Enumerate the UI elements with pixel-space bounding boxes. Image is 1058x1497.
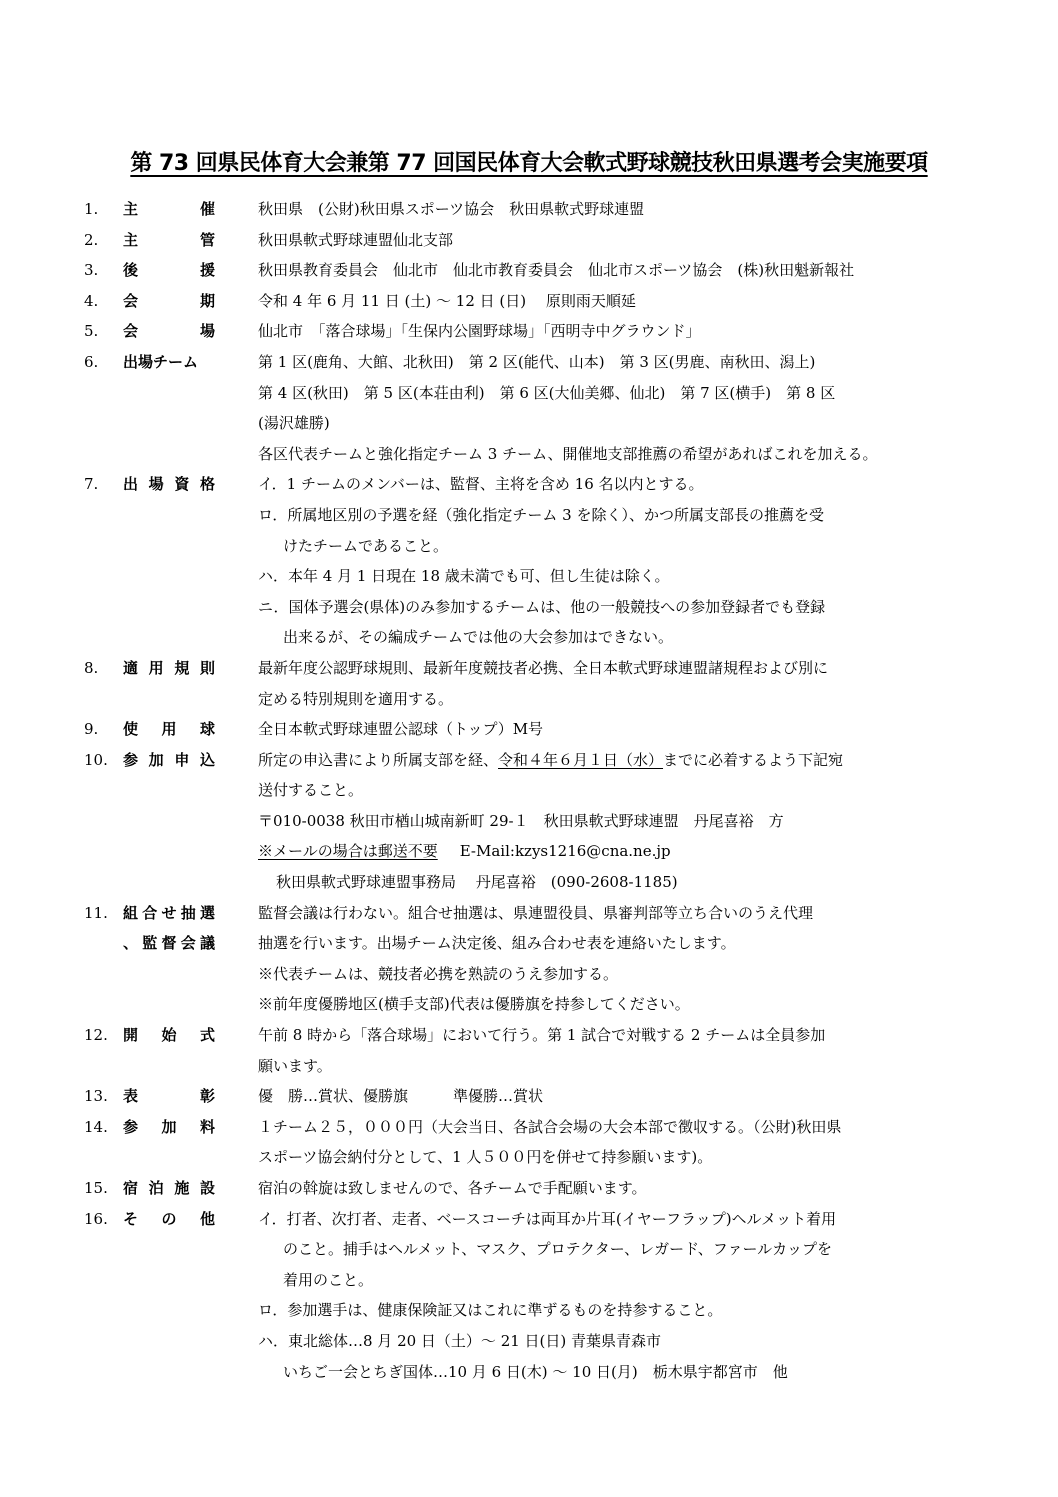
item-text-line: 各区代表チームと強化指定チーム 3 チーム、開催地支部推薦の希望があればこれを加える。 bbox=[258, 444, 878, 463]
item-text-line: 秋田県軟式野球連盟仙北支部 bbox=[258, 230, 454, 249]
item-text-line: ハ．本年 4 月 1 日現在 18 歳未満でも可、但し生徒は除く。 bbox=[258, 567, 670, 586]
item-1 bbox=[0, 194, 1058, 225]
item-16 bbox=[0, 1204, 1058, 1388]
item-label: 会 期 bbox=[123, 291, 215, 310]
item-label: 主 催 bbox=[123, 200, 215, 218]
item-text-line: 抽選を行います。出場チーム決定後、組み合わせ表を連絡いたします。 bbox=[258, 934, 736, 953]
item-text-line: 定める特別規則を適用する。 bbox=[258, 689, 454, 708]
item-9 bbox=[0, 714, 1058, 745]
item-label: 後 援 bbox=[123, 261, 215, 280]
item-text-line: イ．1 チームのメンバーは、監督、主将を含め 16 名以内とする。 bbox=[258, 475, 704, 494]
item-label: 組 合 せ 抽 選 、 監 督 会 議 bbox=[123, 903, 215, 953]
item-number: 15. bbox=[84, 1179, 108, 1197]
item-number: 13. bbox=[84, 1087, 108, 1106]
item-2 bbox=[0, 225, 1058, 256]
item-label: 参 加 料 bbox=[123, 1117, 215, 1136]
item-text-line: 願います。 bbox=[258, 1056, 332, 1075]
item-text-line: 第 1 区(鹿角、大館、北秋田) 第 2 区(能代、山本) 第 3 区(男鹿、南秋田、潟上) bbox=[258, 352, 816, 371]
item-text-line: 午前 8 時から「落合球場」において行う。第 1 試合で対戦する 2 チームは全員参加 bbox=[258, 1026, 826, 1045]
item-label: 主 管 bbox=[123, 230, 215, 249]
item-15 bbox=[0, 1173, 1058, 1204]
item-text-line: 仙北市 「落合球場」「生保内公園野球場」「西明寺中グラウンド」 bbox=[258, 322, 701, 341]
item-number: 12. bbox=[84, 1026, 108, 1045]
item-number: 3. bbox=[84, 261, 99, 280]
item-label: 出 場 資 格 bbox=[123, 475, 215, 494]
item-text-line: 〒010-0038 秋田市楢山城南新町 29-１ 秋田県軟式野球連盟 丹尾喜裕 方 bbox=[258, 811, 784, 830]
item-number: 4. bbox=[84, 291, 99, 310]
item-text-line: ニ．国体予選会(県体)のみ参加するチームは、他の一般競技への参加登録者でも登録 bbox=[258, 597, 826, 616]
item-text-line: けたチームであること。 bbox=[283, 536, 449, 555]
item-13 bbox=[0, 1081, 1058, 1112]
item-text-line: 所定の申込書により所属支部を経、令和４年６月１日（水）までに必着するよう下記宛 bbox=[258, 750, 844, 769]
item-text-line: 監督会議は行わない。組合せ抽選は、県連盟役員、県審判部等立ち合いのうえ代理 bbox=[258, 903, 814, 922]
item-number: 7. bbox=[84, 475, 99, 494]
item-text-line: ※前年度優勝地区(横手支部)代表は優勝旗を持参してください。 bbox=[258, 995, 690, 1014]
item-text-line bbox=[258, 836, 998, 867]
item-text-line: ハ．東北総体…8 月 20 日（土）～ 21 日(日) 青葉県青森市 bbox=[258, 1331, 662, 1350]
item-text-line: ロ．参加選手は、健康保険証又はこれに準ずるものを持参すること。 bbox=[258, 1301, 723, 1320]
item-text-line: 第 4 区(秋田) 第 5 区(本荘由利) 第 6 区(大仙美郷、仙北) 第 7 区(横手) 第 8 区 bbox=[258, 383, 836, 402]
item-text-line: イ．打者、次打者、走者、ベースコーチは両耳か片耳(イヤーフラップ)ヘルメット着用 bbox=[258, 1209, 837, 1228]
item-label: 適 用 規 則 bbox=[123, 658, 215, 677]
item-label: 会 場 bbox=[123, 322, 215, 341]
item-text-line: スポーツ協会納付分として、1 人５００円を併せて持参願います)。 bbox=[258, 1148, 713, 1167]
item-number: 8. bbox=[84, 658, 99, 677]
item-8 bbox=[0, 653, 1058, 714]
item-text-line: 最新年度公認野球規則、最新年度競技者必携、全日本軟式野球連盟諸規程および別に bbox=[258, 658, 829, 677]
item-6 bbox=[0, 347, 1058, 469]
item-10 bbox=[0, 745, 1058, 898]
item-number: 2. bbox=[84, 230, 99, 249]
item-text-line: いちご一会とちぎ国体…10 月 6 日(木) ～ 10 日(月) 栃木県宇都宮市 他 bbox=[283, 1362, 788, 1381]
item-text-line: 秋田県教育委員会 仙北市 仙北市教育委員会 仙北市スポーツ協会 (株)秋田魁新報社 bbox=[258, 261, 855, 280]
deadline-date: 令和４年６月１日（水） bbox=[498, 750, 664, 769]
item-label: 使 用 球 bbox=[123, 720, 215, 739]
item-text-line: 宿泊の斡旋は致しませんので、各チームで手配願います。 bbox=[258, 1179, 647, 1197]
item-number: 9. bbox=[84, 720, 99, 739]
item-list bbox=[0, 194, 1058, 1387]
item-text-line: 着用のこと。 bbox=[283, 1270, 374, 1289]
item-text-line: 秋田県軟式野球連盟事務局 丹尾喜裕 (090-2608-1185) bbox=[276, 873, 678, 892]
item-label: 表 彰 bbox=[123, 1087, 215, 1106]
item-number: 1. bbox=[84, 200, 99, 218]
item-11 bbox=[0, 898, 1058, 1020]
item-text-line: (湯沢雄勝) bbox=[258, 414, 330, 433]
item-3 bbox=[0, 255, 1058, 286]
item-4 bbox=[0, 286, 1058, 317]
item-text-line: ロ．所属地区別の予選を経（強化指定チーム 3 を除く）、かつ所属支部長の推薦を受 bbox=[258, 505, 824, 524]
mail-address: E-Mail:kzys1216@cna.ne.jp bbox=[459, 842, 671, 861]
item-number: 6. bbox=[84, 352, 99, 371]
item-label: 宿 泊 施 設 bbox=[123, 1179, 215, 1197]
item-text-line: １チーム２５，０００円（大会当日、各試合会場の大会本部で徴収する。（公財)秋田県 bbox=[258, 1117, 842, 1136]
item-label: そ の 他 bbox=[123, 1209, 215, 1228]
item-14 bbox=[0, 1112, 1058, 1173]
item-number: 5. bbox=[84, 322, 99, 341]
item-label: 開 始 式 bbox=[123, 1026, 215, 1045]
item-text-line: 全日本軟式野球連盟公認球（トップ）M号 bbox=[258, 720, 544, 739]
item-text-line: 令和 4 年 6 月 11 日 (土) ～ 12 日 (日) 原則雨天順延 bbox=[258, 291, 636, 310]
item-text-line: 秋田県 (公財)秋田県スポーツ協会 秋田県軟式野球連盟 bbox=[258, 200, 645, 218]
item-label: 出場チーム bbox=[123, 352, 199, 371]
item-text-line: 優 勝…賞状、優勝旗 準優勝…賞状 bbox=[258, 1087, 544, 1106]
item-number: 10. bbox=[84, 750, 108, 769]
item-number: 11. bbox=[84, 903, 108, 922]
item-5 bbox=[0, 316, 1058, 347]
item-number: 14. bbox=[84, 1117, 108, 1136]
item-text-line: 出来るが、その編成チームでは他の大会参加はできない。 bbox=[283, 628, 674, 647]
page-title: 第 73 回県民体育大会兼第 77 回国民体育大会軟式野球競技秋田県選考会実施要項 bbox=[130, 151, 928, 176]
item-label: 参 加 申 込 bbox=[123, 750, 215, 769]
item-text-line: のこと。捕手はヘルメット、マスク、プロテクター、レガード、ファールカップを bbox=[283, 1240, 833, 1259]
item-text-line: ※代表チームは、競技者必携を熟読のうえ参加する。 bbox=[258, 964, 619, 983]
item-number: 16. bbox=[84, 1209, 108, 1228]
item-12 bbox=[0, 1020, 1058, 1081]
item-7 bbox=[0, 469, 1058, 653]
mail-note: ※メールの場合は郵送不要 bbox=[258, 842, 438, 861]
item-text-line: 送付すること。 bbox=[258, 781, 364, 800]
